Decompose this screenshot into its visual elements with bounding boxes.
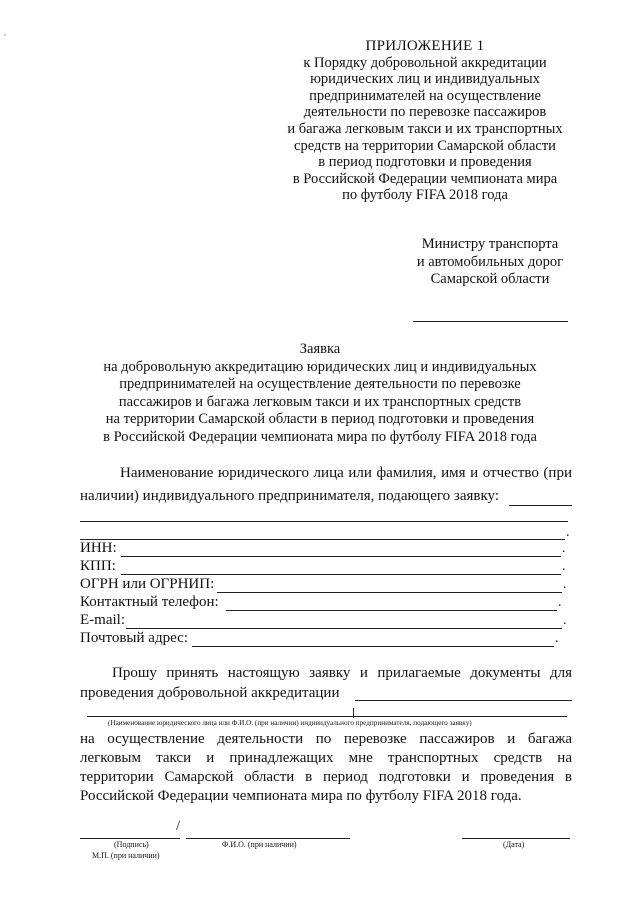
request-body-line: Российской Федерации чемпионата мира по футболу FIFA 2018 года.	[80, 788, 522, 804]
phone-input[interactable]	[226, 610, 557, 611]
line-end-dot: .	[555, 631, 559, 646]
request-line1: Прошу принять настоящую заявку и прилагаемые документы для	[112, 665, 572, 681]
addressee-block	[400, 236, 580, 289]
application-line: пассажиров и багажа легковым такси и их транспортных средств	[118, 393, 522, 410]
application-line: предпринимателей на осуществление деятельности по перевозке	[119, 376, 521, 393]
appendix-line: в период подготовки и проведения	[318, 154, 532, 171]
addressee-fill-line[interactable]	[413, 321, 568, 322]
appendix-line: средств на территории Самарской области	[294, 137, 556, 154]
appendix-title: ПРИЛОЖЕНИЕ 1	[365, 38, 485, 54]
appendix-header	[255, 38, 595, 204]
line-end-dot: .	[558, 595, 562, 610]
request-body-line: легковым такси и принадлежащих мне транспортных средств на	[80, 750, 572, 766]
appendix-line: по футболу FIFA 2018 года	[342, 187, 508, 204]
ogrn-label: ОГРН или ОГРНИП:	[80, 576, 215, 592]
ogrn-input[interactable]	[217, 592, 562, 593]
addressee-line: Самарской области	[430, 271, 550, 287]
email-input[interactable]	[126, 628, 562, 629]
date-caption: (Дата)	[503, 840, 525, 849]
name-caption: Ф.И.О. (при наличии)	[222, 840, 297, 849]
request-body-line: на осуществление деятельности по перевозке пассажиров и багажа	[80, 731, 572, 747]
application-line: в Российской Федерации чемпионата мира по футболу FIFA 2018 года	[103, 428, 537, 445]
line-end-dot: .	[563, 577, 567, 592]
stamp-caption: М.П. (при наличии)	[92, 851, 160, 860]
name-fill-line-3[interactable]	[80, 539, 565, 540]
application-line: на добровольную аккредитацию юридических лиц и индивидуальных	[103, 358, 537, 375]
inn-label: ИНН:	[80, 540, 117, 556]
appendix-line: юридических лиц и индивидуальных	[310, 71, 540, 88]
addressee-line: Министру транспорта	[421, 236, 559, 252]
application-heading	[90, 341, 550, 447]
name-field-line1: Наименование юридического лица или фамилия, имя и отчество (при	[120, 465, 572, 481]
line-end-dot: .	[562, 541, 566, 556]
scan-speck: ,	[4, 28, 6, 37]
signature-caption: (Подпись)	[114, 840, 149, 849]
name-fill-line[interactable]	[509, 505, 572, 506]
request-fill-line-2[interactable]	[87, 716, 567, 717]
appendix-line: к Порядку добровольной аккредитации	[303, 54, 547, 71]
address-input[interactable]	[192, 646, 554, 647]
appendix-line: и багажа легковым такси и их транспортных	[287, 120, 563, 137]
address-label: Почтовый адрес:	[80, 630, 188, 646]
application-line: на территории Самарской области в период подготовки и проведения	[105, 411, 535, 428]
appendix-line: деятельности по перевозке пассажиров	[303, 104, 547, 121]
request-fill-line[interactable]	[355, 700, 572, 701]
kpp-input[interactable]	[121, 574, 561, 575]
request-line2: проведения добровольной аккредитации	[80, 685, 340, 701]
request-body-line: территории Самарской области в период подготовки и проведения в	[80, 769, 572, 785]
email-label: E-mail:	[80, 612, 125, 628]
appendix-line: предпринимателей на осуществление	[309, 87, 541, 104]
application-title: Заявка	[299, 341, 341, 357]
line-end-dot: .	[563, 613, 567, 628]
signature-line[interactable]	[80, 838, 180, 839]
line-end-dot: .	[566, 525, 570, 540]
phone-label: Контактный телефон:	[80, 594, 219, 610]
addressee-line: и автомобильных дорог	[416, 253, 564, 270]
name-fill-line-2[interactable]	[80, 521, 568, 522]
signature-separator: /	[176, 818, 181, 834]
request-caption: (Наименование юридического лица или Ф.И.О. (при наличии) индивидуального предпринимателя, подающего заявку)	[108, 719, 472, 727]
kpp-label: КПП:	[80, 558, 116, 574]
name-field-line2: наличии) индивидуального предпринимателя, подающего заявку:	[80, 488, 500, 504]
line-end-dot: .	[562, 559, 566, 574]
inn-input[interactable]	[121, 556, 561, 557]
date-line[interactable]	[462, 838, 570, 839]
name-signature-line[interactable]	[186, 838, 350, 839]
appendix-line: в Российской Федерации чемпионата мира	[292, 170, 558, 187]
